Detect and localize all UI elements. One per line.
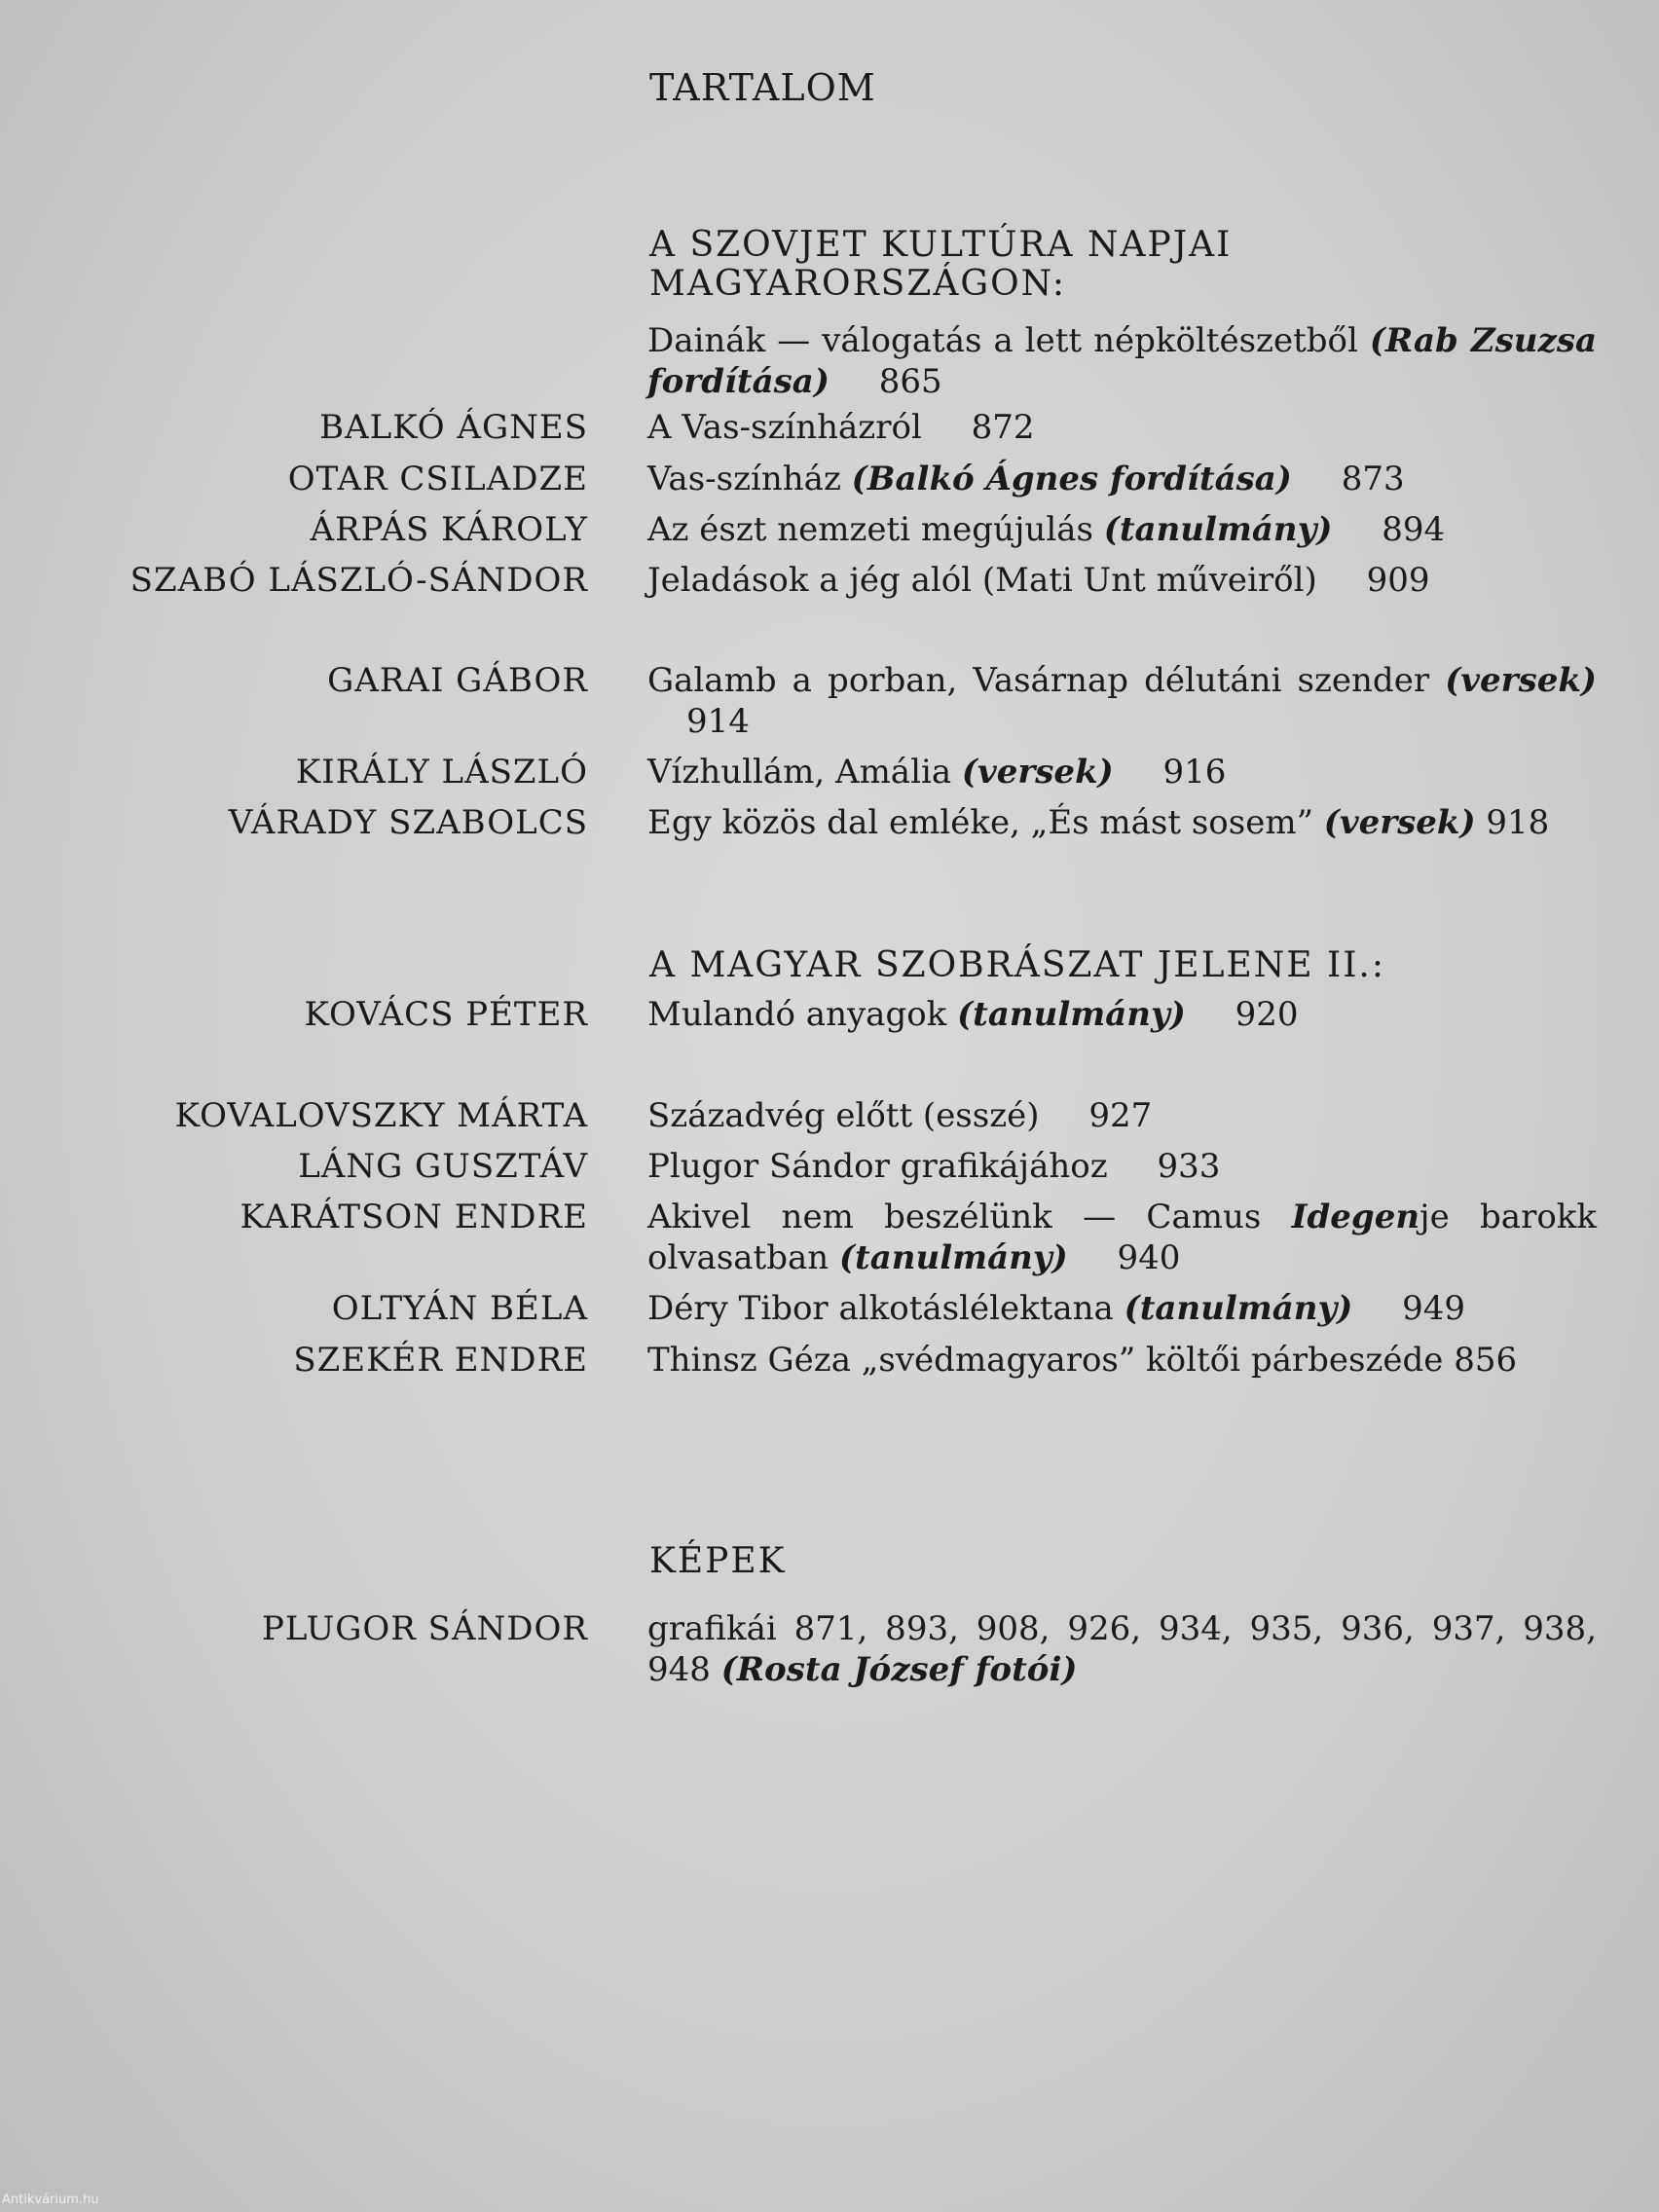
entry-title: Jeladások a jég alól (Mati Unt műveiről) — [647, 561, 1317, 600]
entry-title: Galamb a porban, Vasárnap délutáni szender — [647, 661, 1430, 700]
entry-author: KIRÁLY LÁSZLÓ — [295, 753, 588, 792]
entry-title: Déry Tibor alkotáslélektana — [647, 1289, 1114, 1328]
entry-page: 918 — [1486, 803, 1550, 842]
entry-page: 873 — [1341, 460, 1405, 498]
entry-work — [647, 459, 1597, 499]
entry-work — [647, 752, 1597, 793]
entry-author: LÁNG GUSZTÁV — [298, 1147, 588, 1186]
entry-author: SZEKÉR ENDRE — [293, 1341, 588, 1380]
entry-work — [647, 320, 1597, 402]
entry-author: KOVALOVSZKY MÁRTA — [174, 1096, 588, 1135]
entry-title-start: Akivel nem beszélünk — Camus — [647, 1198, 1292, 1236]
entry-note: (versek) — [961, 753, 1114, 792]
entry-title: Mulandó anyagok — [647, 995, 947, 1034]
entry-note: (tanulmány) — [1124, 1289, 1353, 1328]
entry-author: SZABÓ LÁSZLÓ-SÁNDOR — [129, 561, 588, 600]
entry-work — [647, 560, 1597, 601]
entry-note: (Rab Zsuzsa fordítása) — [647, 321, 1597, 401]
entry-page: 894 — [1382, 510, 1446, 549]
entry-title: Thinsz Géza „svédmagyaros” költői párbeszéde — [647, 1341, 1444, 1380]
entry-title: grafikái 871, 893, 908, 926, 934, 935, 936, 937, 938, 948 — [647, 1609, 1597, 1689]
page-title: TARTALOM — [649, 66, 876, 109]
entry-note: (Rosta József fotói) — [720, 1650, 1078, 1689]
entry-title: Vas-színház — [647, 460, 841, 498]
entry-title: Egy közös dal emléke, „És mást sosem” — [647, 803, 1313, 842]
entry-work — [647, 1197, 1597, 1278]
entry-author: PLUGOR SÁNDOR — [261, 1609, 588, 1648]
entry-title: Dainák — válogatás a lett népköltészetből — [647, 321, 1358, 360]
entry-page: 872 — [971, 408, 1035, 447]
entry-note: (Balkó Ágnes fordítása) — [851, 460, 1292, 498]
entry-work — [647, 1146, 1597, 1187]
entry-note: (versek) — [1323, 803, 1476, 842]
entry-page: 916 — [1162, 753, 1227, 792]
entry-author: KOVÁCS PÉTER — [304, 995, 588, 1034]
entry-page: 856 — [1454, 1341, 1518, 1380]
entry-work — [647, 994, 1597, 1035]
entry-page: 865 — [878, 362, 942, 401]
entry-title: Vízhullám, Amália — [647, 753, 952, 792]
entry-title: Plugor Sándor grafikájához — [647, 1147, 1108, 1186]
entry-page: 920 — [1235, 995, 1299, 1034]
entry-author: BALKÓ ÁGNES — [319, 408, 588, 447]
entry-note: (tanulmány) — [838, 1238, 1068, 1277]
entry-work — [647, 407, 1597, 448]
entry-work — [647, 660, 1597, 742]
entry-work — [647, 802, 1597, 843]
entry-page: 949 — [1402, 1289, 1466, 1328]
entry-page: 927 — [1088, 1096, 1153, 1135]
entry-author: OLTYÁN BÉLA — [331, 1289, 588, 1328]
entry-note: (tanulmány) — [1103, 510, 1333, 549]
entry-work — [647, 1288, 1597, 1329]
section-heading-soviet-culture: A SZOVJET KULTÚRA NAPJAI MAGYARORSZÁGON: — [649, 225, 1233, 304]
entry-title: Századvég előtt (esszé) — [647, 1096, 1040, 1135]
entry-title: A Vas-színházról — [647, 408, 922, 447]
entry-note: (tanulmány) — [957, 995, 1186, 1034]
entry-page: 914 — [686, 702, 750, 741]
entry-work — [647, 509, 1597, 550]
entry-page: 933 — [1157, 1147, 1221, 1186]
entry-page: 909 — [1366, 561, 1430, 600]
entry-author: VÁRADY SZABOLCS — [228, 803, 588, 842]
section-heading-images: KÉPEK — [649, 1541, 787, 1581]
section-heading-hungarian-sculpture: A MAGYAR SZOBRÁSZAT JELENE II.: — [649, 945, 1385, 985]
entry-title-end: je barokk olvasatban — [647, 1198, 1597, 1277]
entry-author: GARAI GÁBOR — [327, 661, 588, 700]
entry-author: KARÁTSON ENDRE — [240, 1198, 588, 1236]
entry-note: (versek) — [1445, 661, 1597, 700]
entry-page: 940 — [1117, 1238, 1181, 1277]
entry-work — [647, 1340, 1597, 1381]
entry-title: Az észt nemzeti megújulás — [647, 510, 1093, 549]
entry-work — [647, 1608, 1597, 1690]
entry-work — [647, 1095, 1597, 1136]
entry-author: ÁRPÁS KÁROLY — [310, 510, 588, 549]
entry-title-emphasis: Idegen — [1291, 1198, 1420, 1236]
entry-author: OTAR CSILADZE — [287, 460, 588, 498]
footer-credit: Antikvárium.hu — [2, 2193, 99, 2207]
